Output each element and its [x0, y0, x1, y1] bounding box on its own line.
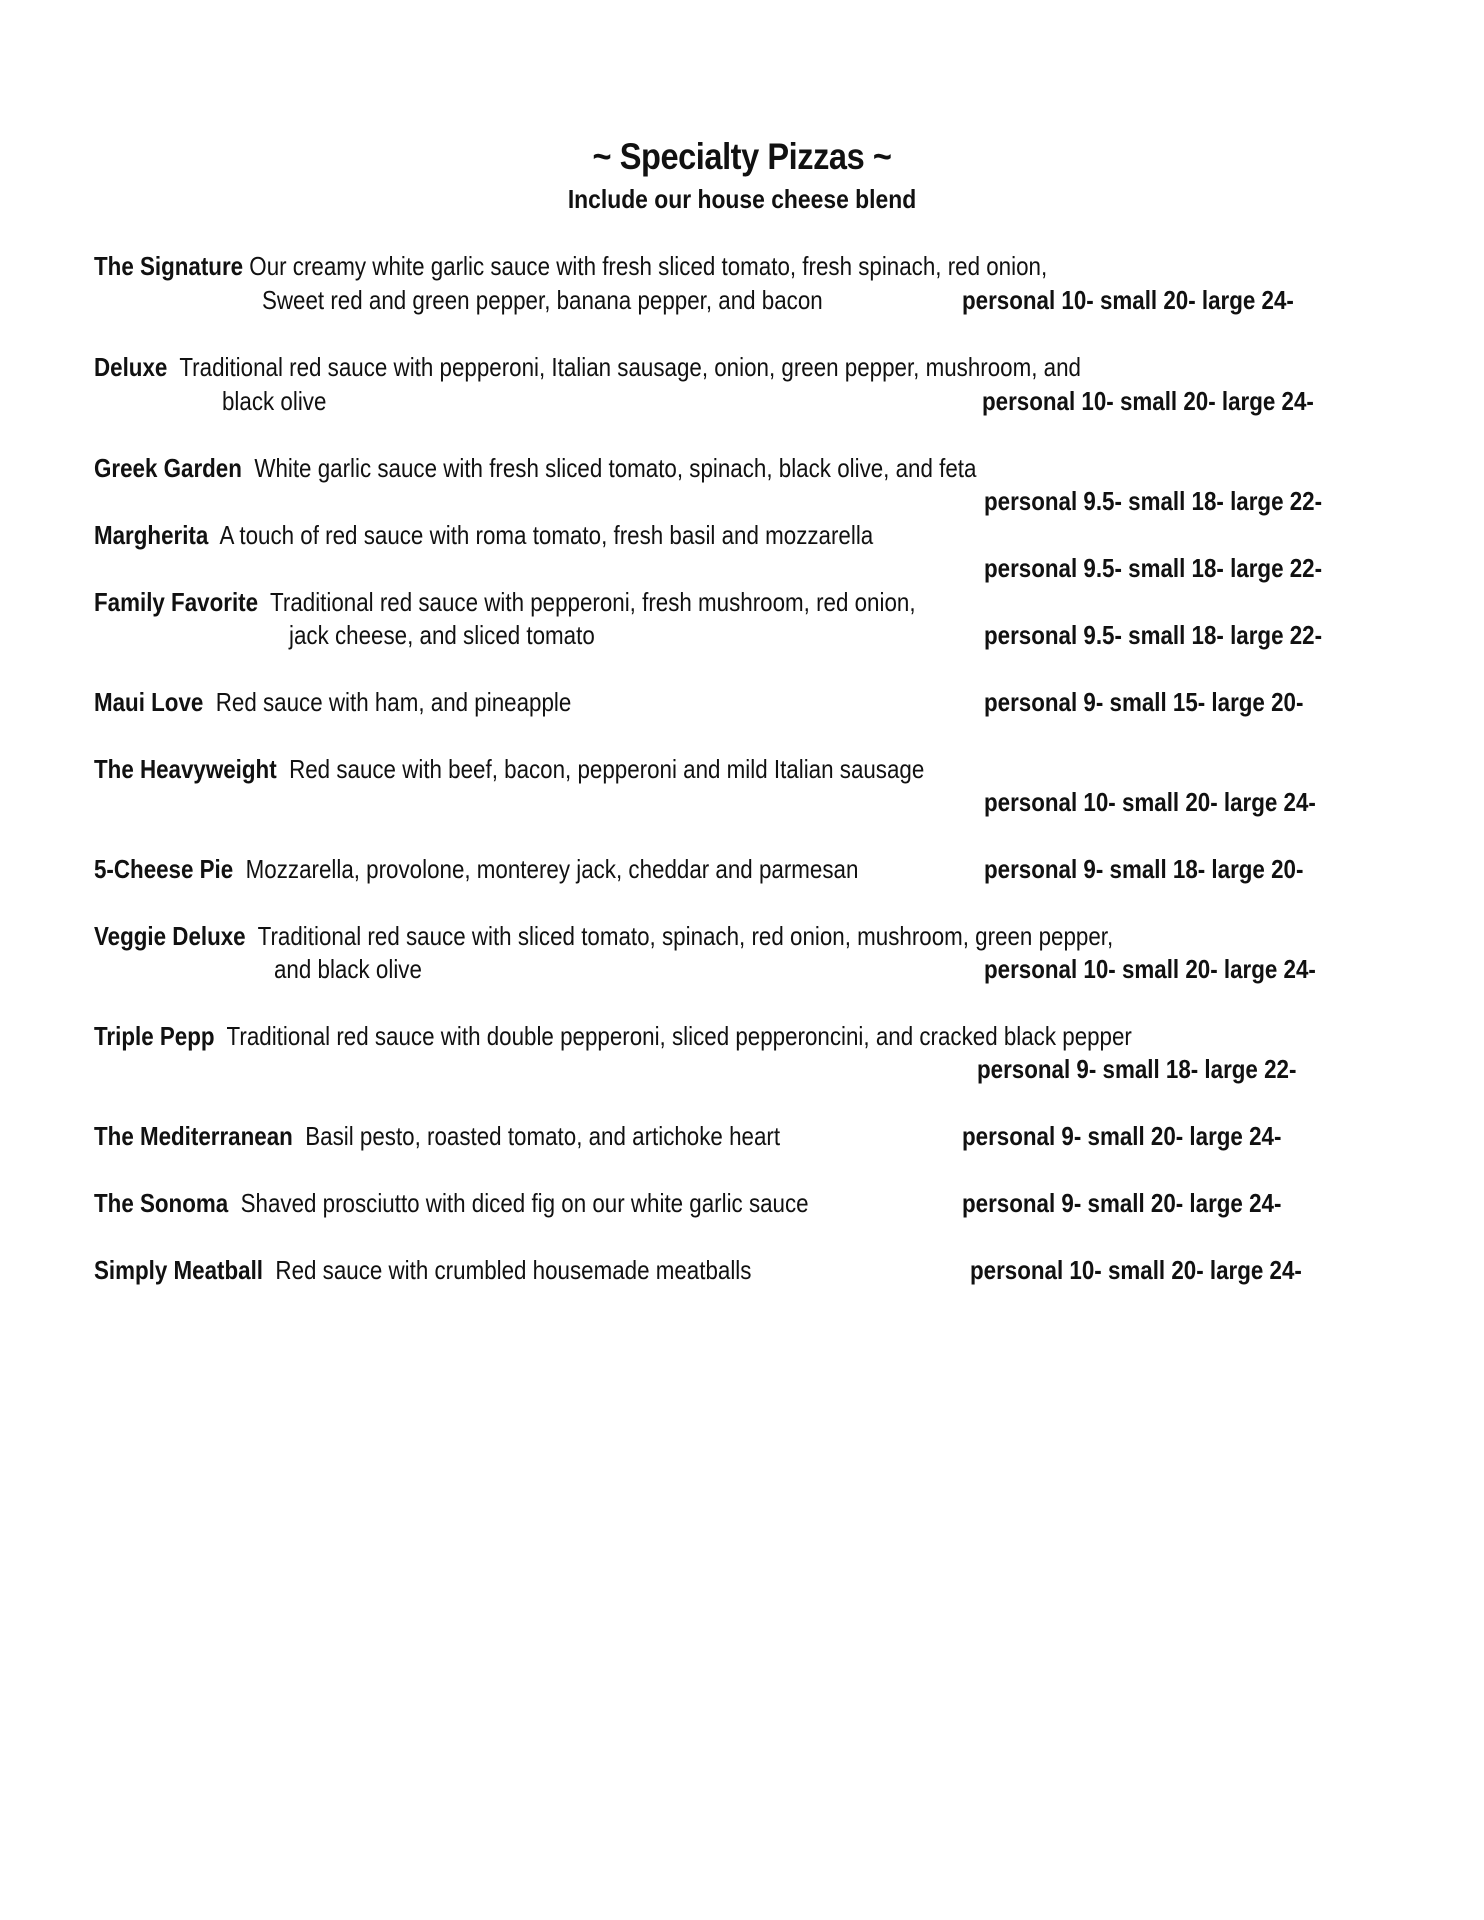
item-price: personal 9.5- small 18- large 22-: [984, 486, 1323, 516]
item-description: Shaved prosciutto with diced fig on our white garlic sauce: [240, 1188, 809, 1218]
item-price: personal 10- small 20- large 24-: [984, 787, 1316, 817]
item-description: Traditional red sauce with pepperoni, fresh mushroom, red onion,: [270, 587, 916, 617]
item-name: The Signature: [94, 251, 244, 281]
item-price: personal 10- small 20- large 24-: [970, 1255, 1302, 1285]
item-description: Red sauce with ham, and pineapple: [215, 687, 572, 717]
item-description: A touch of red sauce with roma tomato, fresh basil and mozzarella: [219, 520, 874, 550]
item-description: Traditional red sauce with double pepperoni, sliced pepperoncini, and cracked black pepper: [226, 1021, 1132, 1051]
item-description-cont: and black olive: [274, 954, 422, 984]
item-price: personal 10- small 20- large 24-: [982, 386, 1314, 416]
item-name: The Sonoma: [94, 1188, 229, 1218]
item-name: Family Favorite: [94, 587, 259, 617]
item-name: Margherita: [94, 520, 209, 550]
item-description: Red sauce with crumbled housemade meatballs: [275, 1255, 752, 1285]
item-price: personal 9.5- small 18- large 22-: [984, 620, 1323, 650]
item-price: personal 9- small 15- large 20-: [984, 687, 1304, 717]
item-description-cont: Sweet red and green pepper, banana pepper, and bacon: [262, 285, 823, 315]
item-description: White garlic sauce with fresh sliced tomato, spinach, black olive, and feta: [254, 453, 977, 483]
page-title: ~ Specialty Pizzas ~: [592, 136, 892, 177]
item-description-cont: black olive: [222, 386, 327, 416]
item-price: personal 9- small 18- large 22-: [977, 1054, 1297, 1084]
item-description: Mozzarella, provolone, monterey jack, cheddar and parmesan: [245, 854, 859, 884]
item-price: personal 9- small 20- large 24-: [962, 1121, 1282, 1151]
item-description: Red sauce with beef, bacon, pepperoni and mild Italian sausage: [289, 754, 925, 784]
item-name: Maui Love: [94, 687, 204, 717]
item-name: Greek Garden: [94, 453, 242, 483]
page-subtitle: Include our house cheese blend: [567, 184, 917, 214]
item-name: Triple Pepp: [94, 1021, 215, 1051]
item-description-cont: jack cheese, and sliced tomato: [289, 620, 595, 650]
item-description: Traditional red sauce with pepperoni, Italian sausage, onion, green pepper, mushroom, and: [179, 352, 1081, 382]
item-name: 5-Cheese Pie: [94, 854, 234, 884]
item-price: personal 10- small 20- large 24-: [962, 285, 1294, 315]
item-price: personal 9- small 20- large 24-: [962, 1188, 1282, 1218]
item-name: Simply Meatball: [94, 1255, 263, 1285]
item-description: Traditional red sauce with sliced tomato, spinach, red onion, mushroom, green pepper,: [257, 921, 1114, 951]
item-description: Our creamy white garlic sauce with fresh sliced tomato, fresh spinach, red onion,: [249, 251, 1048, 281]
item-price: personal 9- small 18- large 20-: [984, 854, 1304, 884]
item-description: Basil pesto, roasted tomato, and artichoke heart: [305, 1121, 781, 1151]
item-name: The Mediterranean: [94, 1121, 293, 1151]
item-name: Deluxe: [94, 352, 168, 382]
item-name: The Heavyweight: [94, 754, 277, 784]
item-price: personal 9.5- small 18- large 22-: [984, 553, 1323, 583]
item-name: Veggie Deluxe: [94, 921, 246, 951]
item-price: personal 10- small 20- large 24-: [984, 954, 1316, 984]
